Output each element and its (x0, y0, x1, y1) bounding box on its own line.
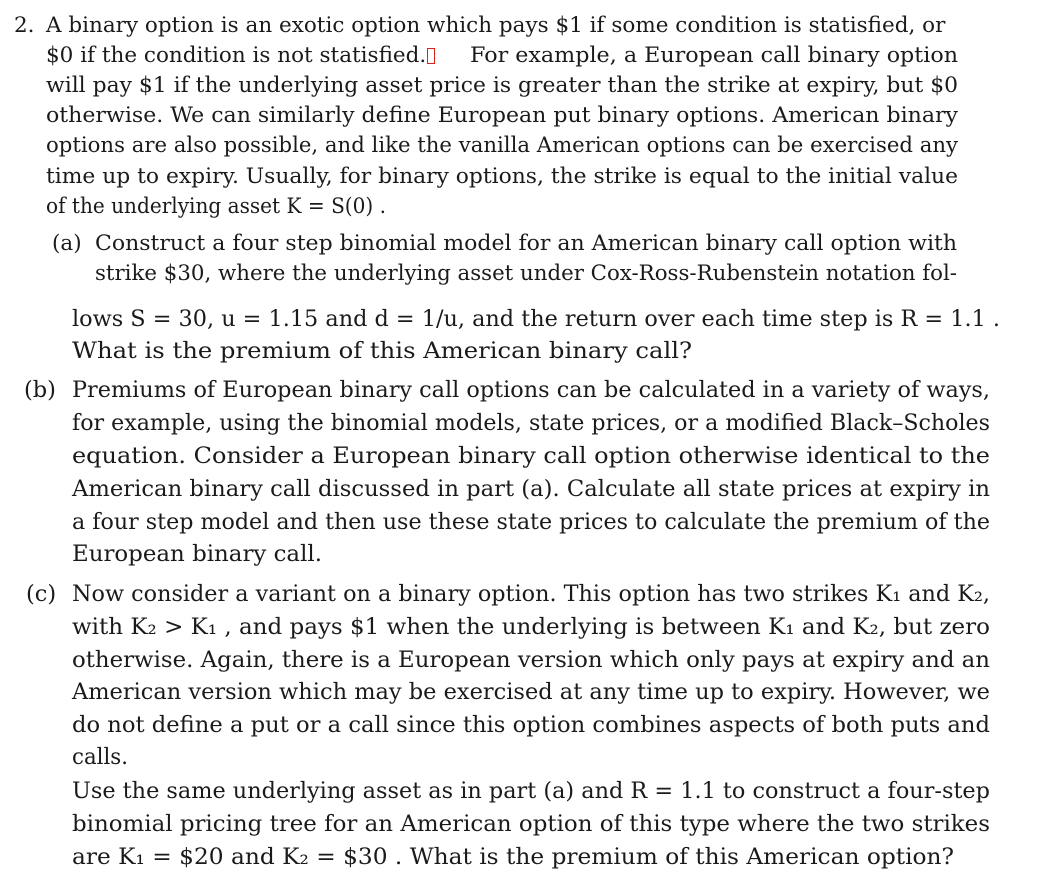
part-b-line: a four step model and then use these state prices to calculate the premium of the (72, 509, 990, 535)
part-a-line: lows S = 30, u = 1.15 and d = 1/u, and the return over each time step is R = 1.1 . (72, 306, 1000, 332)
part-c-line: American version which may be exercised at any time up to expiry. However, we (72, 679, 990, 705)
part-c-line: Use the same underlying asset as in part (a) and R = 1.1 to construct a four-step (72, 778, 990, 804)
part-b-line: equation. Consider a European binary call option otherwise identical to the (72, 443, 990, 469)
part-c-line: are K₁ = $20 and K₂ = $30 . What is the premium of this American option? (72, 844, 955, 870)
part-a-line: Construct a four step binomial model for an American binary call option with (95, 231, 957, 256)
intro-line: of the underlying asset K = S(0) . (46, 194, 386, 219)
part-b-label: (b) (24, 377, 56, 403)
part-a-line: What is the premium of this American binary call? (72, 338, 692, 364)
part-c-line: binomial pricing tree for an American option of this type where the two strikes (72, 811, 990, 837)
part-c-line: do not define a put or a call since this option combines aspects of both puts and (72, 712, 990, 738)
part-b-line: for example, using the binomial models, state prices, or a modified Black–Scholes (72, 410, 990, 436)
part-c-line: otherwise. Again, there is a European version which only pays at expiry and an (72, 647, 991, 673)
part-a-label: (a) (52, 231, 82, 256)
intro-line: otherwise. We can similarly define European put binary options. American binary (46, 103, 958, 128)
part-c-line: with K₂ > K₁ , and pays $1 when the underlying is between K₁ and K₂, but zero (72, 614, 991, 640)
intro-line: time up to expiry. Usually, for binary options, the strike is equal to the initial value (46, 164, 958, 189)
part-b-line: American binary call discussed in part (a). Calculate all state prices at expiry in (72, 476, 990, 502)
intro-line: will pay $1 if the underlying asset price is greater than the strike at expiry, but $0 (46, 73, 958, 98)
part-b-line: European binary call. (72, 541, 322, 567)
footnote-marker-icon[interactable] (427, 48, 435, 64)
part-c-line: Now consider a variant on a binary option. This option has two strikes K₁ and K₂, (72, 581, 990, 607)
part-c-line: calls. (72, 744, 128, 770)
intro-line-text: $0 if the condition is not statisfied. (46, 43, 427, 68)
intro-line: A binary option is an exotic option which pays $1 if some condition is statisfied, or (46, 13, 946, 38)
intro-line (46, 45, 435, 67)
part-b-line: Premiums of European binary call options can be calculated in a variety of ways, (72, 377, 990, 403)
intro-line: For example, a European call binary option (470, 43, 958, 68)
intro-line: options are also possible, and like the vanilla American options can be exercised any (46, 133, 958, 158)
question-number: 2. (14, 13, 35, 38)
part-c-label: (c) (26, 581, 57, 607)
part-a-line: strike $30, where the underlying asset under Cox-Ross-Rubenstein notation fol- (95, 261, 957, 286)
